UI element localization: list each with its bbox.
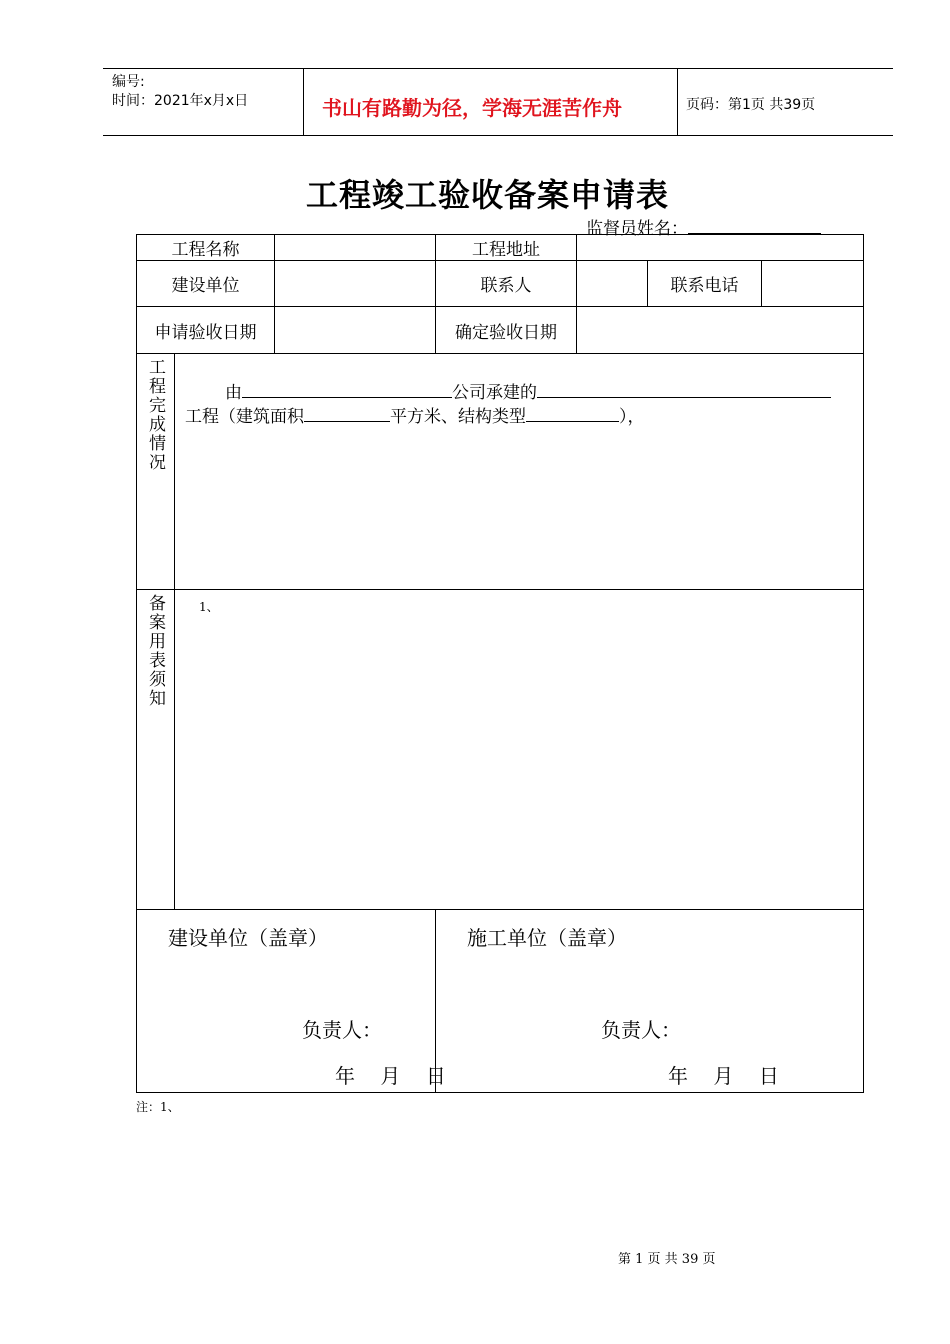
project-name-label: 工程名称 xyxy=(137,235,275,261)
completion-area-unit-text: 平方米、结构类型 xyxy=(390,407,526,427)
apply-date-label: 申请验收日期 xyxy=(137,307,275,354)
page-counter: 页码：第1页 共39页 xyxy=(686,97,816,113)
confirm-date-label: 确定验收日期 xyxy=(436,307,577,354)
supervisor-name-blank[interactable] xyxy=(688,217,821,234)
project-address-field[interactable] xyxy=(577,235,864,261)
document-number-label: 编号: xyxy=(112,74,145,90)
builder-responsible-label: 负责人： xyxy=(302,1018,382,1042)
completion-project-blank[interactable] xyxy=(537,381,831,398)
builder-unit-field[interactable] xyxy=(275,261,436,307)
confirm-date-field[interactable] xyxy=(577,307,864,354)
apply-date-field[interactable] xyxy=(275,307,436,354)
filing-notes-body xyxy=(175,590,864,910)
note-text: 注：1、 xyxy=(136,1100,180,1114)
constructor-stamp-label: 施工单位（盖章） xyxy=(467,926,627,950)
completion-area-blank[interactable] xyxy=(304,405,390,422)
completion-section-label: 工程完成情况 xyxy=(145,358,165,472)
completion-by-text: 由 xyxy=(225,383,242,403)
supervisor-name-text: 监督员姓名： xyxy=(586,219,688,239)
page-footer: 第 1 页 共 39 页 xyxy=(618,1252,716,1267)
header-divider-right xyxy=(677,68,678,135)
completion-line-1 xyxy=(185,378,863,402)
document-time-label: 时间：2021年x月x日 xyxy=(112,93,249,109)
page-title: 工程竣工验收备案申请表 xyxy=(306,176,670,214)
builder-stamp-label: 建设单位（盖章） xyxy=(168,926,328,950)
filing-note-item-1: 1、 xyxy=(199,600,219,614)
completion-company-blank[interactable] xyxy=(242,381,452,398)
filing-application-form xyxy=(136,234,864,1093)
builder-signature-cell xyxy=(137,910,446,1093)
constructor-responsible-label: 负责人： xyxy=(601,1018,681,1042)
project-name-field[interactable] xyxy=(275,235,436,261)
contact-phone-label: 联系电话 xyxy=(648,261,762,307)
completion-project-text: 工程（建筑面积 xyxy=(185,407,304,427)
completion-end-text: ）， xyxy=(619,407,645,427)
completion-structure-blank[interactable] xyxy=(526,405,619,422)
contact-phone-field[interactable] xyxy=(762,261,864,307)
filing-notes-label: 备案用表须知 xyxy=(145,594,165,708)
header-motto: 书山有路勤为径，学海无涯苦作舟 xyxy=(322,96,622,120)
header-top-rule xyxy=(103,68,893,69)
completion-section-label-cell xyxy=(137,354,175,590)
contact-person-label: 联系人 xyxy=(436,261,577,307)
header-bottom-rule xyxy=(103,135,893,136)
filing-notes-label-cell xyxy=(137,590,175,910)
completion-company-text: 公司承建的 xyxy=(452,383,537,403)
builder-date-label: 年 月 日 xyxy=(335,1064,446,1088)
builder-unit-label: 建设单位 xyxy=(137,261,275,307)
contact-person-field[interactable] xyxy=(577,261,648,307)
completion-section-body xyxy=(175,354,864,590)
project-address-label: 工程地址 xyxy=(436,235,577,261)
header-divider-left xyxy=(303,68,304,135)
constructor-date-label: 年 月 日 xyxy=(668,1064,779,1088)
constructor-signature-cell xyxy=(436,910,864,1093)
completion-line-2 xyxy=(185,402,863,426)
